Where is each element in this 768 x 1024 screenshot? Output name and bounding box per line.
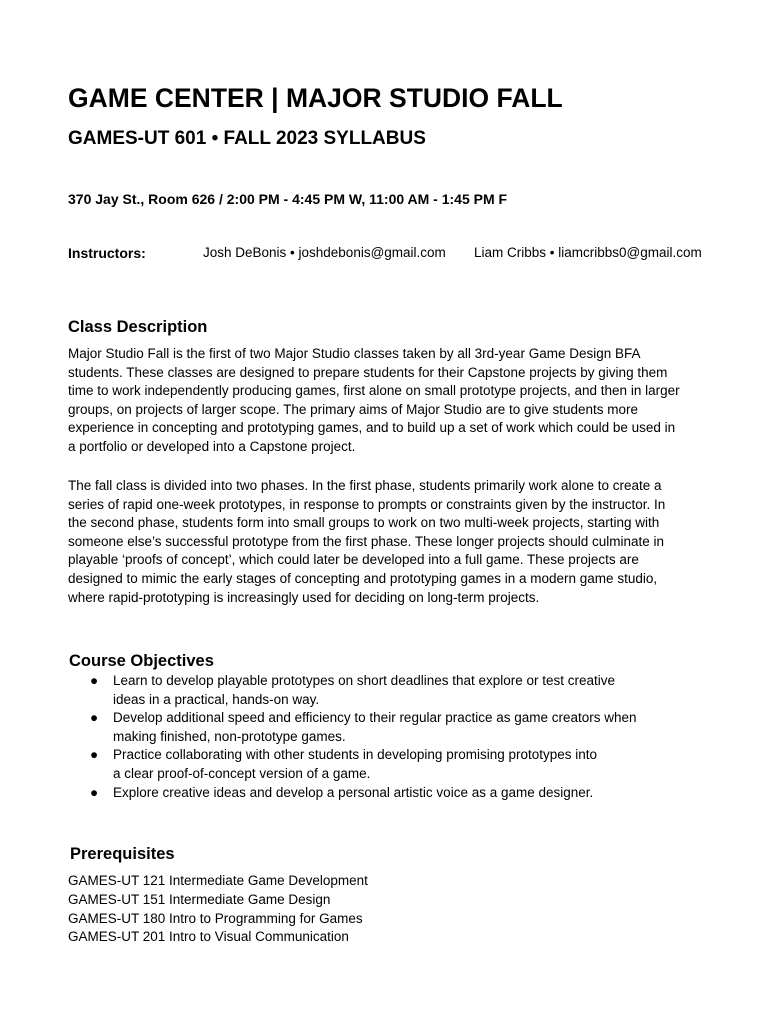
bullet-icon: ● — [90, 673, 99, 688]
text-line: someone else’s successful prototype from the first phase. These longer projects should culminate in — [68, 533, 665, 549]
instructors-label: Instructors: — [68, 245, 146, 261]
text-line: Develop additional speed and efficiency to their regular practice as game creators when — [113, 710, 637, 726]
text-line: designed to mimic the early stages of concepting and prototyping games in a modern game studio, — [68, 570, 658, 586]
class-description-paragraph-2 — [68, 477, 708, 607]
prerequisites-list — [68, 872, 368, 947]
text-line: where rapid-prototyping is increasingly used for deciding on long-term projects. — [68, 589, 540, 605]
course-objectives-list — [68, 672, 708, 802]
text-line: series of rapid one-week prototypes, in response to prompts or constraints given by the instructor. In — [68, 496, 666, 512]
text-line: a clear proof-of-concept version of a game. — [113, 765, 371, 781]
list-item: GAMES-UT 180 Intro to Programming for Games — [68, 910, 363, 926]
text-line: a portfolio or developed into a Capstone project. — [68, 438, 356, 454]
list-item: GAMES-UT 121 Intermediate Game Development — [68, 873, 368, 888]
text-line: students. These classes are designed to prepare students for their Capstone projects by giving them — [68, 364, 668, 380]
page-subtitle: GAMES-UT 601 • FALL 2023 SYLLABUS — [68, 128, 426, 149]
list-item — [68, 672, 708, 709]
text-line: the second phase, students form into small groups to work on two multi-week projects, starting with — [68, 515, 660, 531]
class-description-heading: Class Description — [68, 318, 208, 336]
text-line: The fall class is divided into two phases. In the first phase, students primarily work alone to create a — [68, 478, 662, 493]
list-item — [68, 746, 708, 783]
prerequisites-heading: Prerequisites — [70, 845, 175, 863]
instructor-liam: Liam Cribbs • liamcribbs0@gmail.com — [474, 245, 702, 260]
page-title: GAME CENTER | MAJOR STUDIO FALL — [68, 83, 563, 113]
text-line: time to work independently producing games, first alone on small prototype projects, and then in larger — [68, 383, 680, 399]
list-item — [68, 709, 708, 746]
text-line: playable ‘proofs of concept’, which could later be developed into a full game. These projects are — [68, 552, 639, 568]
course-objectives-heading: Course Objectives — [69, 652, 214, 670]
class-description-paragraph-1 — [68, 345, 708, 457]
bullet-icon: ● — [90, 747, 99, 763]
text-line: groups, on projects of larger scope. The primary aims of Major Studio are to give students more — [68, 401, 639, 417]
list-item — [68, 784, 708, 803]
instructor-josh: Josh DeBonis • joshdebonis@gmail.com — [203, 245, 446, 260]
text-line: Learn to develop playable prototypes on short deadlines that explore or test creative — [113, 673, 616, 688]
text-line: Major Studio Fall is the first of two Major Studio classes taken by all 3rd-year Game Design BFA — [68, 346, 641, 361]
bullet-icon: ● — [90, 710, 99, 726]
bullet-icon: ● — [90, 784, 99, 800]
list-item: GAMES-UT 151 Intermediate Game Design — [68, 891, 331, 907]
list-item: GAMES-UT 201 Intro to Visual Communication — [68, 929, 349, 945]
text-line: making finished, non-prototype games. — [113, 728, 346, 744]
class-location-time: 370 Jay St., Room 626 / 2:00 PM - 4:45 PM W, 11:00 AM - 1:45 PM F — [68, 191, 508, 207]
text-line: ideas in a practical, hands-on way. — [113, 691, 320, 707]
text-line: Explore creative ideas and develop a personal artistic voice as a game designer. — [113, 784, 594, 800]
text-line: Practice collaborating with other students in developing promising prototypes into — [113, 747, 598, 763]
text-line: experience in concepting and prototyping games, and to build up a set of work which could be used in — [68, 420, 676, 436]
